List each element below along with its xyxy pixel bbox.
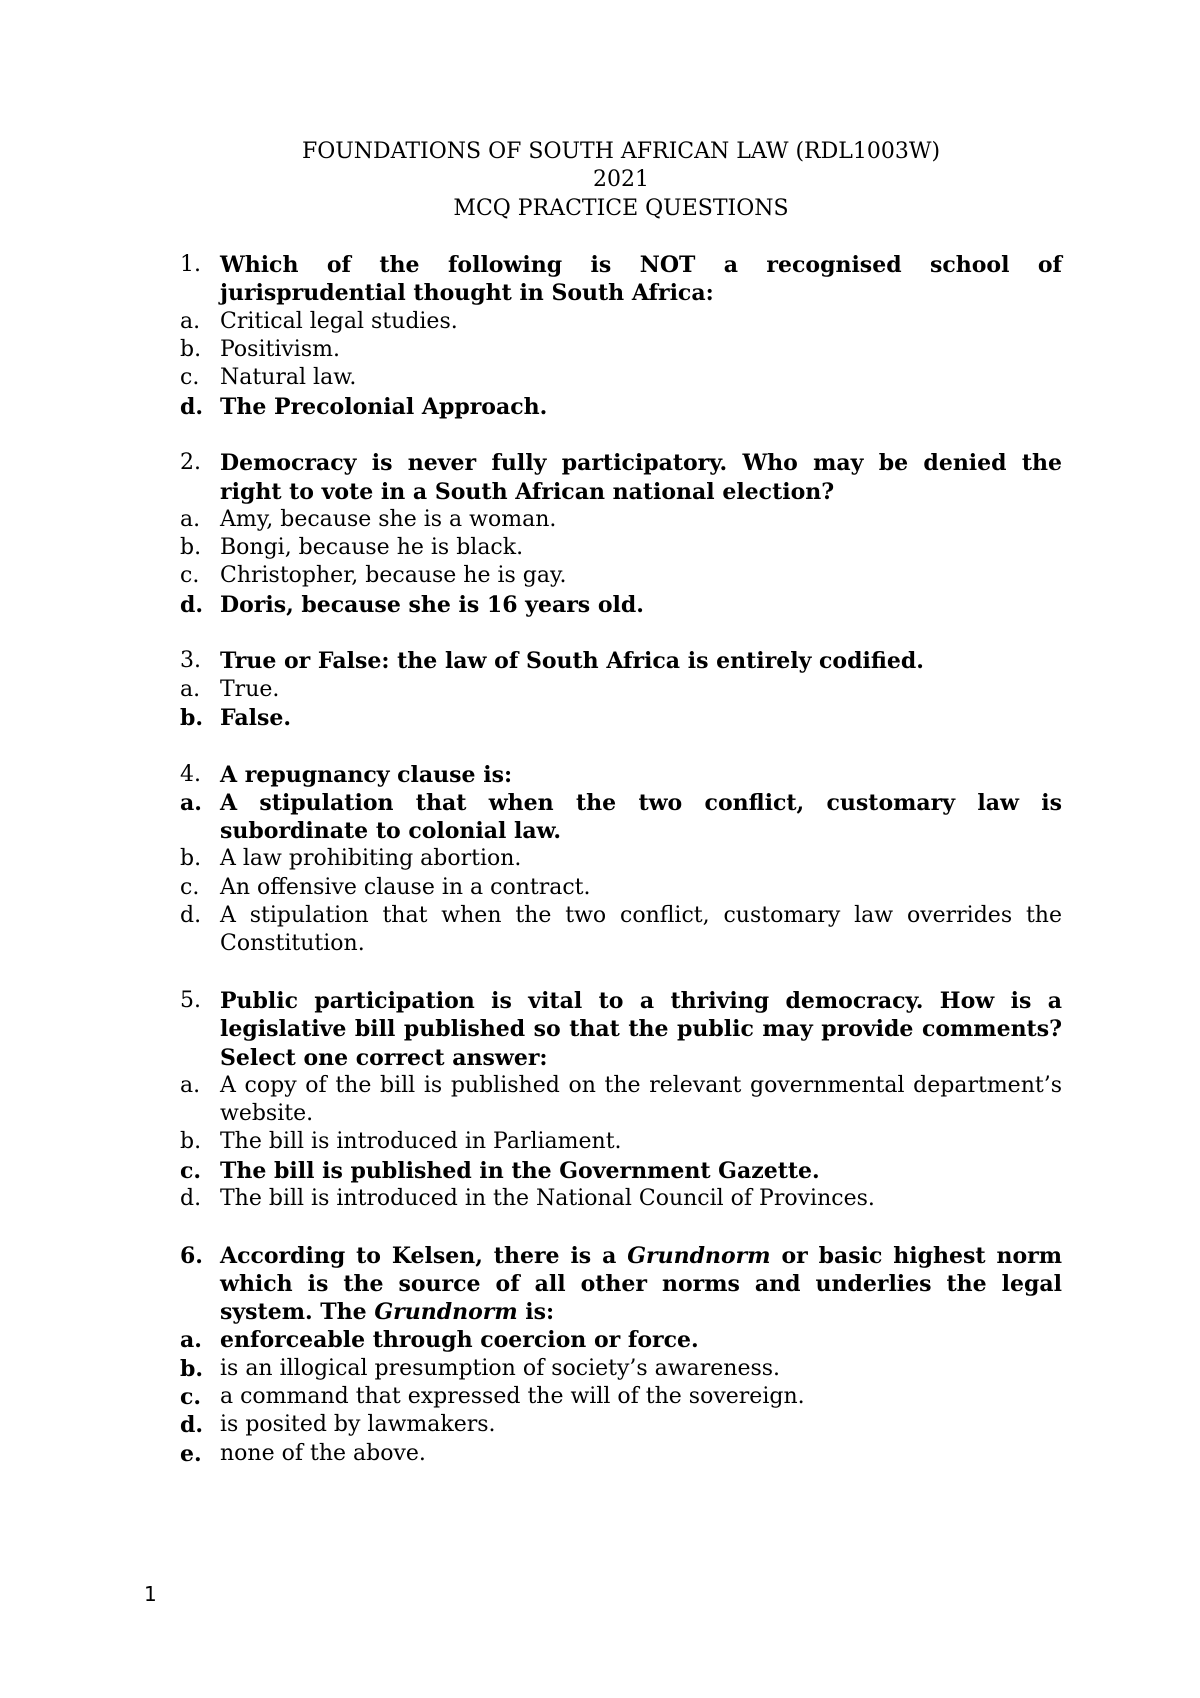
question-stem — [180, 1242, 1062, 1327]
year: 2021 — [593, 167, 649, 193]
question-3 — [180, 647, 1062, 732]
option-label: b. — [180, 1355, 204, 1382]
question-text: True or False: the law of South Africa is entirely codified. — [220, 648, 924, 675]
question-number: 5. — [180, 987, 201, 1013]
option-label: e. — [180, 1440, 202, 1467]
question-number: 1. — [180, 252, 201, 278]
option — [180, 364, 1062, 392]
question-stem — [180, 647, 1062, 675]
option-correct — [180, 704, 1062, 732]
option — [180, 874, 1062, 902]
option-label: b. — [180, 337, 202, 363]
option-label: a. — [180, 308, 201, 334]
option — [180, 1383, 1062, 1411]
option — [180, 1128, 1062, 1156]
question-stem — [180, 449, 1062, 506]
option-correct — [180, 393, 1062, 421]
question-6 — [180, 1242, 1062, 1468]
option — [180, 308, 1062, 336]
question-text: Which of the following is NOT a recognised school of jurisprudential thought in South Africa: — [220, 252, 1062, 307]
option — [180, 845, 1062, 873]
question-number: 6. — [180, 1242, 203, 1269]
course-title: FOUNDATIONS OF SOUTH AFRICAN LAW (RDL1003W) — [301, 139, 941, 164]
option — [180, 1072, 1062, 1129]
option-correct — [180, 591, 1062, 619]
option-text: Critical legal studies. — [220, 308, 458, 334]
option-text: Amy, because she is a woman. — [220, 506, 557, 532]
question-text-part: According to Kelsen, there is a — [220, 1242, 628, 1269]
question-stem — [180, 987, 1062, 1072]
option-text: An offensive clause in a contract. — [220, 874, 591, 900]
option — [180, 1411, 1062, 1439]
option-text: A copy of the bill is published on the relevant governmental department’s website. — [220, 1072, 1062, 1127]
option-label: b. — [180, 704, 204, 731]
option-correct — [180, 789, 1062, 846]
question-text: Democracy is never fully participatory. Who may be denied the right to vote in a South African national election? — [220, 450, 1062, 505]
option-label: a. — [180, 676, 201, 702]
question-stem — [180, 761, 1062, 789]
option-label: c. — [180, 563, 200, 589]
option-label: c. — [180, 365, 200, 391]
option-label: a. — [180, 506, 201, 532]
option — [180, 1185, 1062, 1213]
option-label: d. — [180, 1185, 202, 1211]
option-text: False. — [220, 704, 292, 731]
option — [180, 534, 1062, 562]
option-text: Doris, because she is 16 years old. — [220, 591, 644, 618]
option-text: True. — [220, 676, 280, 702]
question-5 — [180, 987, 1062, 1213]
question-number: 3. — [180, 648, 201, 674]
question-text-part: or basic highest norm which is the source of all other norms and underlies the legal system. The — [220, 1242, 1062, 1326]
option-text: The bill is introduced in the National Council of Provinces. — [220, 1185, 875, 1211]
question-text-part: is: — [517, 1299, 555, 1326]
question-text: A repugnancy clause is: — [220, 761, 513, 788]
question-2 — [180, 449, 1062, 619]
option — [180, 1440, 1062, 1468]
option — [180, 562, 1062, 590]
option — [180, 902, 1062, 959]
question-stem — [180, 251, 1062, 308]
option-label: c. — [180, 1157, 202, 1184]
option-text: is an illogical presumption of society’s awareness. — [220, 1355, 781, 1381]
option-text: Positivism. — [220, 337, 340, 363]
option-text: A law prohibiting abortion. — [220, 846, 522, 872]
option-label: d. — [180, 393, 204, 420]
option — [180, 336, 1062, 364]
option — [180, 676, 1062, 704]
option-text: a command that expressed the will of the sovereign. — [220, 1384, 805, 1410]
option — [180, 1355, 1062, 1383]
option-text: A stipulation that when the two conflict, customary law overrides the Constitution. — [220, 903, 1062, 957]
option-text: enforceable through coercion or force. — [220, 1327, 699, 1354]
option-label: b. — [180, 1129, 202, 1155]
option-text: The Precolonial Approach. — [220, 393, 548, 420]
question-1 — [180, 251, 1062, 421]
option-label: a. — [180, 789, 202, 816]
option-label: b. — [180, 846, 202, 872]
document-content — [180, 138, 1062, 1468]
option-text: Christopher, because he is gay. — [220, 563, 567, 589]
question-number: 4. — [180, 761, 201, 787]
option-text: Bongi, because he is black. — [220, 535, 524, 561]
option — [180, 506, 1062, 534]
question-text: Public participation is vital to a thriving democracy. How is a legislative bill published so that the public may provide comments? Select one correct answer: — [220, 987, 1062, 1071]
document-title: MCQ PRACTICE QUESTIONS — [453, 195, 789, 221]
option-correct — [180, 1326, 1062, 1354]
option-label: c. — [180, 874, 200, 900]
option-label: d. — [180, 591, 204, 618]
option-text: none of the above. — [220, 1440, 426, 1466]
option-label: d. — [180, 903, 202, 929]
option-label: c. — [180, 1384, 202, 1411]
question-number: 2. — [180, 450, 201, 476]
option-text: is posited by lawmakers. — [220, 1412, 496, 1438]
document-header — [180, 138, 1062, 223]
page-number: 1 — [144, 1582, 157, 1606]
question-text-italic: Grundnorm — [627, 1242, 771, 1269]
question-4 — [180, 761, 1062, 959]
option-correct — [180, 1157, 1062, 1185]
option-label: b. — [180, 535, 202, 561]
option-label: a. — [180, 1327, 202, 1354]
option-text: A stipulation that when the two conflict, customary law is subordinate to colonial law. — [220, 789, 1062, 845]
option-label: d. — [180, 1412, 204, 1439]
option-text: The bill is published in the Government Gazette. — [220, 1157, 820, 1184]
option-text: The bill is introduced in Parliament. — [220, 1129, 622, 1155]
question-text-italic: Grundnorm — [374, 1299, 518, 1326]
option-label: a. — [180, 1072, 201, 1098]
option-text: Natural law. — [220, 365, 357, 391]
